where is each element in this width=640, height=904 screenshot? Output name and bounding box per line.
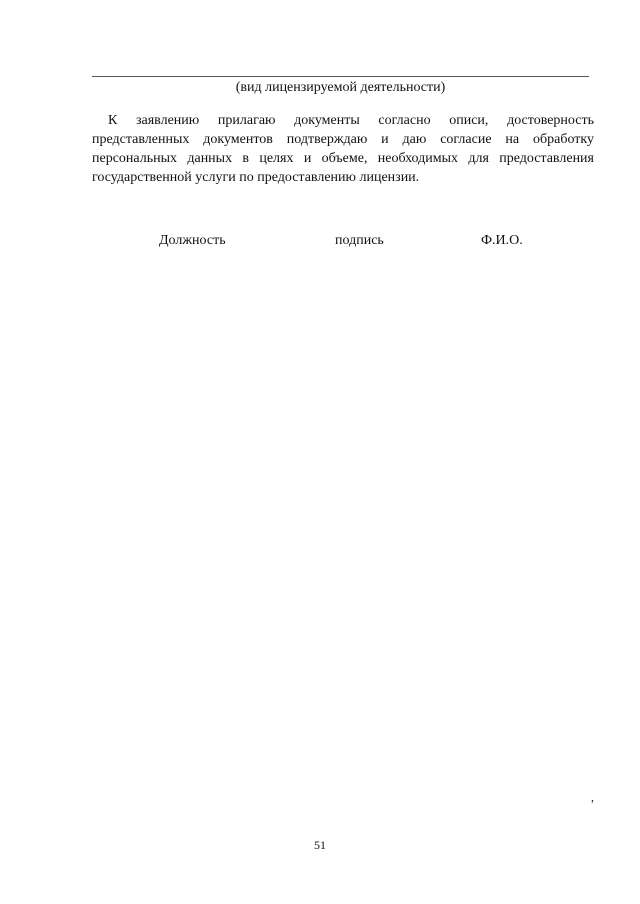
consent-text: К заявлению прилагаю документы согласно описи, достоверность представленных документов подтверждаю и даю согласие на обработку персональных данных в целях и объеме, необходимых для предоставления государственной услуги по предоставлению лицензии.	[92, 113, 594, 185]
position-label: Должность	[159, 233, 226, 248]
page-number: 51	[314, 838, 326, 852]
fio-label: Ф.И.О.	[481, 233, 523, 248]
signature-block	[0, 232, 640, 252]
stray-mark: ,	[591, 790, 594, 804]
consent-paragraph	[92, 111, 594, 187]
signature-label: подпись	[335, 233, 384, 248]
activity-type-caption: (вид лицензируемой деятельности)	[235, 80, 446, 95]
activity-type-line	[92, 76, 589, 77]
